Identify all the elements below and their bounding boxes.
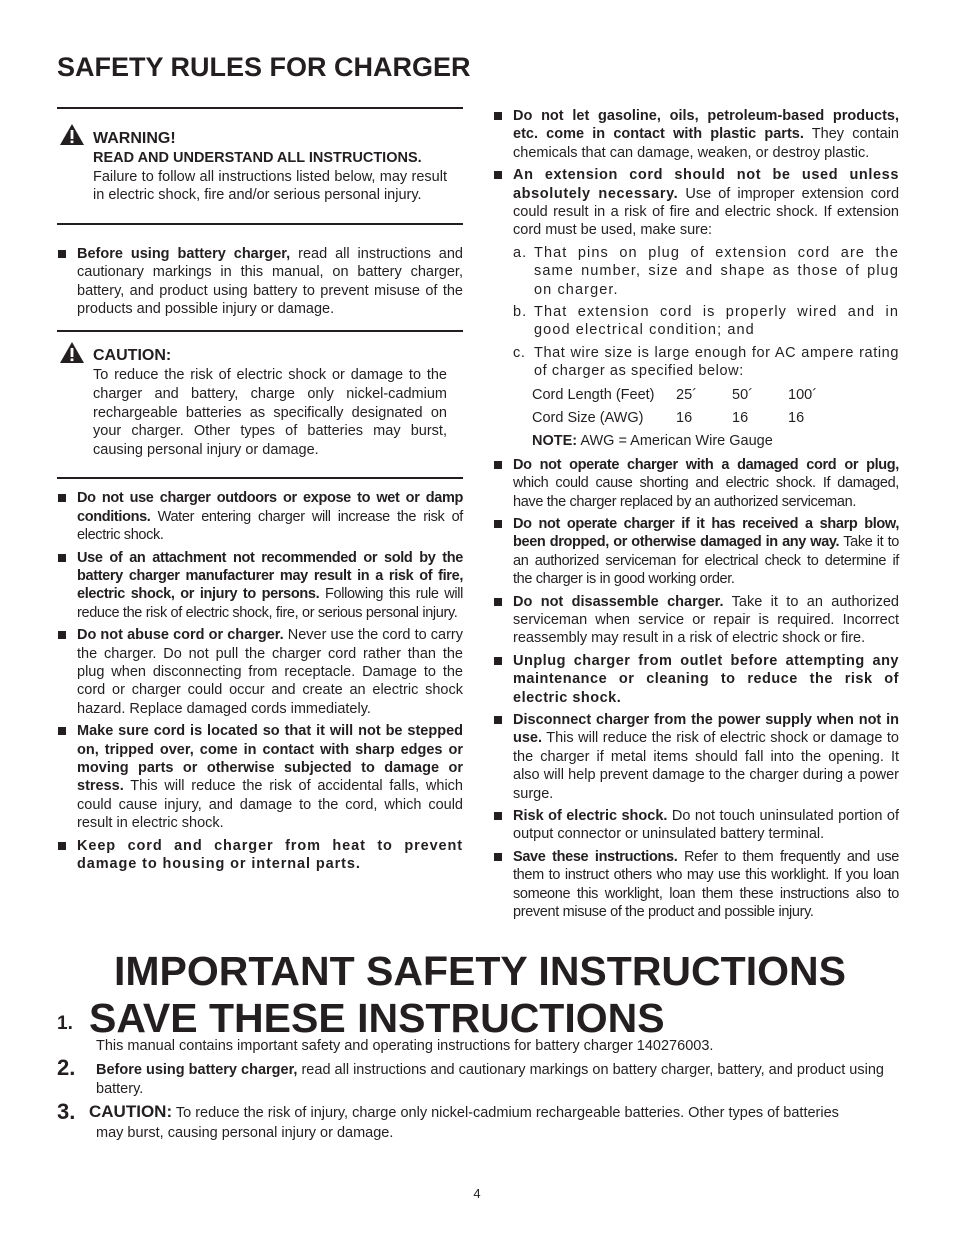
list-item [493, 515, 899, 589]
divider [57, 477, 463, 479]
rule-text: Refer to them frequently and use them to instruct others who may use this worklight. If you loan someone this worklight, loan them these instructions also to prevent misuse of the product and possible injury. [513, 848, 899, 921]
caution-box [57, 332, 463, 477]
rule-text: This will reduce the risk of electric shock or damage to the charger if metal items should fall into the opening. It also will help prevent damage to the charger during a power surge. [513, 730, 899, 802]
divider [57, 223, 463, 225]
table-row [532, 384, 899, 407]
table-cell: 16 [788, 409, 805, 426]
condition-text: That pins on plug of extension cord are the same number, size and shape as those of plug on charger. [534, 244, 899, 298]
caution-triangle-icon [59, 341, 85, 364]
list-item [57, 245, 463, 319]
list-item [493, 166, 899, 240]
list-item [57, 626, 463, 718]
instruction-text: may burst, causing personal injury or damage. [96, 1125, 394, 1141]
instruction-1: This manual contains important safety and operating instructions for battery charger 140276003. [96, 1038, 714, 1054]
rule-text: Take it to an authorized serviceman for electrical check to determine if the charger is in good working order. [513, 534, 899, 588]
cord-table [532, 384, 899, 430]
list-item [57, 549, 463, 623]
rule-text: Use of improper extension cord could result in a risk of fire and electric shock. If extension cord must be used, make sure: [513, 185, 900, 239]
list-item [493, 593, 899, 648]
list-item [57, 837, 463, 874]
awg-note [532, 430, 899, 452]
instruction-text: read all instructions and cautionary markings on battery charger, battery, and product using battery. [96, 1062, 884, 1097]
note-label: NOTE: [532, 432, 578, 449]
item-number: 2. [57, 1055, 76, 1080]
caution-text: To reduce the risk of electric shock or damage to the charger and battery, charge only nickel-cadmium rechargeable batteries as specifically designated on your charger. Other types of batteries may burst, causing personal injury or damage. [93, 367, 447, 458]
rule-bold: Do not let gasoline, oils, petroleum-based products, etc. come in contact with plastic parts. [513, 108, 899, 143]
left-column [57, 107, 463, 878]
list-item [57, 722, 463, 832]
rule-bold: Use of an attachment not recommended or sold by the battery charger manufacturer may result in a risk of fire, electric shock, or injury to persons. [77, 549, 463, 603]
list-item [493, 652, 899, 707]
rule-text: read all instructions and cautionary markings in this manual, on battery charger, battery, and product using battery to prevent misuse of the products and possible injury or damage. [77, 245, 464, 317]
instruction-2 [96, 1061, 902, 1098]
rule-bold: Do not disassemble charger. [513, 593, 724, 610]
list-item [493, 848, 899, 922]
rule-bold: Before using battery charger, [77, 245, 291, 262]
condition-text: That extension cord is properly wired and in good electrical condition; and [534, 304, 899, 339]
warning-box [57, 109, 463, 223]
rule-text: Do not touch uninsulated portion of output connector or uninsulated battery terminal. [513, 808, 899, 843]
caution-heading: CAUTION: [93, 347, 172, 365]
rule-bold: An extension cord should not be used unless absolutely necessary. [513, 167, 899, 202]
rule-bold: Save these instructions. [513, 848, 678, 865]
rule-bold: Risk of electric shock. [513, 808, 668, 824]
save-heading: SAVE THESE INSTRUCTIONS [89, 995, 665, 1041]
list-item [493, 456, 899, 511]
warning-triangle-icon [59, 123, 85, 146]
list-item [493, 711, 899, 803]
instruction-bold: Before using battery charger, [96, 1062, 298, 1078]
important-heading: IMPORTANT SAFETY INSTRUCTIONS [114, 948, 846, 994]
condition-a [493, 244, 899, 299]
rule-bold: Keep cord and charger from heat to prevent damage to housing or internal parts. [77, 837, 463, 873]
table-cell: 100´ [788, 386, 818, 403]
warning-body: Failure to follow all instructions listed below, may result in electric shock, fire and/or serious personal injury. [93, 168, 447, 204]
rule-bold: Do not use charger outdoors or expose to wet or damp conditions. [77, 490, 463, 525]
rule-bold: Make sure cord is located so that it will not be stepped on, tripped over, come in contact with sharp edges or moving parts or otherwise subjected to damage or stress. [77, 723, 463, 795]
rule-bold: Do not operate charger with a damaged cord or plug, [513, 456, 899, 473]
table-cell: 16 [676, 409, 693, 426]
condition-b [493, 303, 899, 340]
list-item [493, 107, 899, 162]
right-column [493, 107, 899, 925]
list-item [493, 807, 899, 844]
table-cell: 50´ [732, 386, 753, 403]
condition-text: That wire size is large enough for AC ampere rating of charger as specified below: [534, 344, 899, 380]
rule-bold: Do not operate charger if it has received a sharp blow, been dropped, or otherwise damaged in any way. [513, 515, 899, 551]
left-rules-list [57, 489, 463, 873]
rule-bold: Do not abuse cord or charger. [77, 627, 284, 644]
rule-text: which could cause shorting and electric shock. If damaged, have the charger replaced by an authorized serviceman. [513, 475, 899, 510]
table-row [532, 407, 899, 430]
rule-bold: Unplug charger from outlet before attempting any maintenance or cleaning to reduce the risk of electric shock. [513, 652, 899, 706]
instruction-text: To reduce the risk of injury, charge only nickel-cadmium rechargeable batteries. Other types of batteries [172, 1105, 839, 1121]
warning-heading: WARNING! [93, 130, 176, 147]
rule-bold: Disconnect charger from the power supply when not in use. [513, 711, 899, 747]
table-cell: Cord Size (AWG) [532, 409, 644, 426]
rule-text: Take it to an authorized serviceman when service or repair is required. Incorrect reassembly may result in a risk of electric shock or fire. [513, 593, 899, 647]
note-text: AWG = American Wire Gauge [577, 432, 773, 449]
warning-text [93, 149, 447, 205]
table-cell: 16 [732, 409, 749, 426]
condition-label: c. [513, 344, 526, 361]
rule-text: Following this rule will reduce the risk of electric shock, fire, or serious personal injury. [77, 586, 464, 621]
instruction-3 [89, 1102, 902, 1143]
condition-label: b. [513, 304, 528, 321]
table-cell: Cord Length (Feet) [532, 386, 655, 403]
table-cell: 25´ [676, 386, 697, 403]
list-item [57, 489, 463, 544]
condition-c [493, 344, 899, 381]
page-title: SAFETY RULES FOR CHARGER [57, 52, 471, 82]
instruction-bold: CAUTION: [89, 1102, 173, 1121]
rule-text: They contain chemicals that can damage, weaken, or destroy plastic. [513, 126, 899, 161]
page-number: 4 [473, 1186, 481, 1201]
rule-text: Water entering charger will increase the risk of electric shock. [77, 508, 463, 544]
condition-label: a. [513, 244, 528, 261]
warning-bold-line: READ AND UNDERSTAND ALL INSTRUCTIONS. [93, 150, 422, 166]
rule-text: Never use the cord to carry the charger. Do not pull the charger cord rather than the plug when disconnecting from receptacle. Damage to the cord or charger could occur and create an electric shock hazard. Replace damaged cords immediately. [77, 627, 463, 717]
item-number: 3. [57, 1099, 76, 1124]
rule-text: This will reduce the risk of accidental falls, which could cause injury, and damage to the cord, which could result in electric shock. [77, 778, 463, 832]
item-number: 1. [57, 1013, 73, 1034]
